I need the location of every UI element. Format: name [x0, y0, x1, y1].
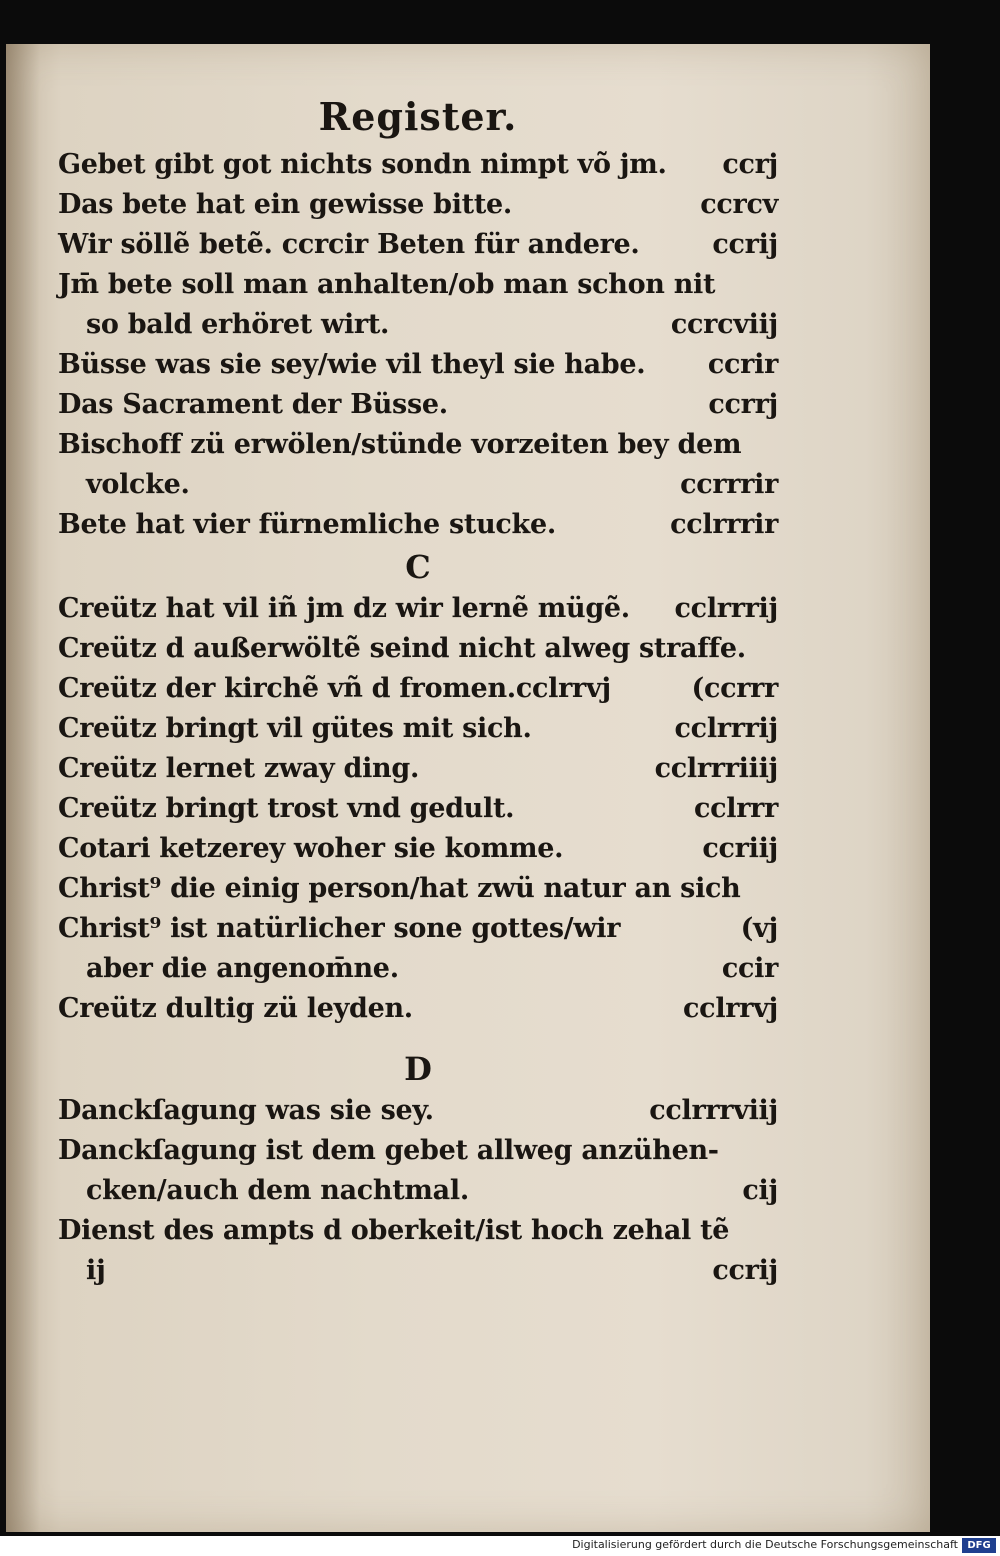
register-entry [58, 385, 778, 425]
running-head: Register. [318, 94, 518, 139]
register-entry [58, 589, 778, 629]
register-entry [58, 949, 778, 989]
entry-folio-ref: ccriij [702, 833, 778, 864]
register-entry [58, 305, 778, 345]
register-entry [58, 989, 778, 1029]
entry-text: ij [86, 1255, 106, 1286]
register-entry [58, 345, 778, 385]
register-entry [58, 629, 778, 669]
spine-shadow [6, 44, 40, 1532]
entries-b [58, 145, 778, 545]
entry-folio-ref: ccrij [712, 229, 778, 260]
register-entry [58, 829, 778, 869]
register-entry [58, 265, 778, 305]
entry-text: Wir söllẽ betẽ. ccrcir Beten für andere. [58, 229, 640, 260]
register-entry [58, 145, 778, 185]
register-entry [58, 425, 778, 465]
register-entry [58, 749, 778, 789]
entry-folio-ref: cclrrriiij [654, 753, 778, 784]
entry-text: Creütz dultig zü leyden. [58, 993, 413, 1024]
entry-text: Jm̄ bete soll man anhalten/ob man schon nit [58, 269, 716, 300]
entry-text: cken/auch dem nachtmal. [86, 1175, 469, 1206]
entry-folio-ref: cclrrrij [674, 713, 778, 744]
entry-text: Dienst des ampts d oberkeit/ist hoch zehal tẽ [58, 1215, 730, 1246]
entry-text: Creütz bringt trost vnd gedult. [58, 793, 515, 824]
entry-text: Danckſagung ist dem gebet allweg anzühen- [58, 1135, 719, 1166]
entry-text: Christ⁹ die einig person/hat zwü natur an sich [58, 873, 741, 904]
entry-text: Creütz bringt vil gütes mit sich. [58, 713, 532, 744]
register-entry [58, 789, 778, 829]
entry-folio-ref: cclrrr [693, 793, 778, 824]
entry-folio-ref: ccrrrir [680, 469, 778, 500]
entry-folio-ref: (ccrrr [691, 673, 778, 704]
entry-folio-ref: cclrrrij [674, 593, 778, 624]
entry-folio-ref: cij [742, 1175, 778, 1206]
entry-folio-ref: ccrcviij [670, 309, 778, 340]
register-entry [58, 1091, 778, 1131]
entry-folio-ref: ccrcv [700, 189, 778, 220]
register-entry [58, 709, 778, 749]
entry-text: Bete hat vier fürnemliche stucke. [58, 509, 556, 540]
entry-folio-ref: cclrrrir [670, 509, 778, 540]
register-entry [58, 869, 778, 909]
book-page [6, 44, 930, 1532]
register-content [58, 94, 778, 1291]
entry-folio-ref: ccrij [712, 1255, 778, 1286]
entry-text: Büsse was sie sey/wie vil theyl sie habe. [58, 349, 646, 380]
entry-text: Gebet gibt got nichts sondn nimpt võ jm. [58, 149, 667, 180]
funding-note: Digitalisierung gefördert durch die Deutsche Forschungsgemeinschaft [572, 1538, 958, 1551]
entry-folio-ref: ccrrj [708, 389, 778, 420]
entry-text: Christ⁹ ist natürlicher sone gottes/wir [58, 913, 621, 944]
section-gap [58, 1029, 778, 1047]
register-entry [58, 1171, 778, 1211]
register-entry [58, 505, 778, 545]
entry-folio-ref: ccrir [707, 349, 778, 380]
register-entry [58, 1211, 778, 1251]
entry-text: so bald erhöret wirt. [86, 309, 390, 340]
register-entry [58, 225, 778, 265]
entry-text: Bischoff zü erwölen/stünde vorzeiten bey dem [58, 429, 742, 460]
register-entry [58, 1251, 778, 1291]
entry-text: Das bete hat ein gewisse bitte. [58, 189, 512, 220]
register-entry [58, 909, 778, 949]
entry-text: Danckſagung was sie sey. [58, 1095, 434, 1126]
section-letter-c: C [405, 548, 431, 586]
register-entry [58, 669, 778, 709]
entry-text: volcke. [86, 469, 190, 500]
register-entry [58, 465, 778, 505]
entry-folio-ref: ccrj [722, 149, 778, 180]
entries-c [58, 589, 778, 1029]
register-entry [58, 1131, 778, 1171]
entry-text: aber die angenom̄ne. [86, 953, 399, 984]
entries-d [58, 1091, 778, 1291]
register-entry [58, 185, 778, 225]
entry-text: Das Sacrament der Büsse. [58, 389, 448, 420]
entry-text: Creütz der kirchẽ vñ d fromen.cclrrvj [58, 673, 611, 704]
entry-folio-ref: cclrrrviij [649, 1095, 778, 1126]
entry-folio-ref: (vj [740, 913, 778, 944]
entry-text: Creütz d außerwöltẽ seind nicht alweg straffe. [58, 633, 746, 664]
entry-text: Creütz lernet zway ding. [58, 753, 420, 784]
entry-text: Creütz hat vil iñ jm dz wir lernẽ mügẽ. [58, 593, 630, 624]
section-letter-d: D [404, 1050, 432, 1088]
entry-folio-ref: cclrrvj [683, 993, 778, 1024]
dfg-logo: DFG [962, 1538, 996, 1553]
entry-text: Cotari ketzerey woher sie komme. [58, 833, 564, 864]
entry-folio-ref: ccir [721, 953, 778, 984]
